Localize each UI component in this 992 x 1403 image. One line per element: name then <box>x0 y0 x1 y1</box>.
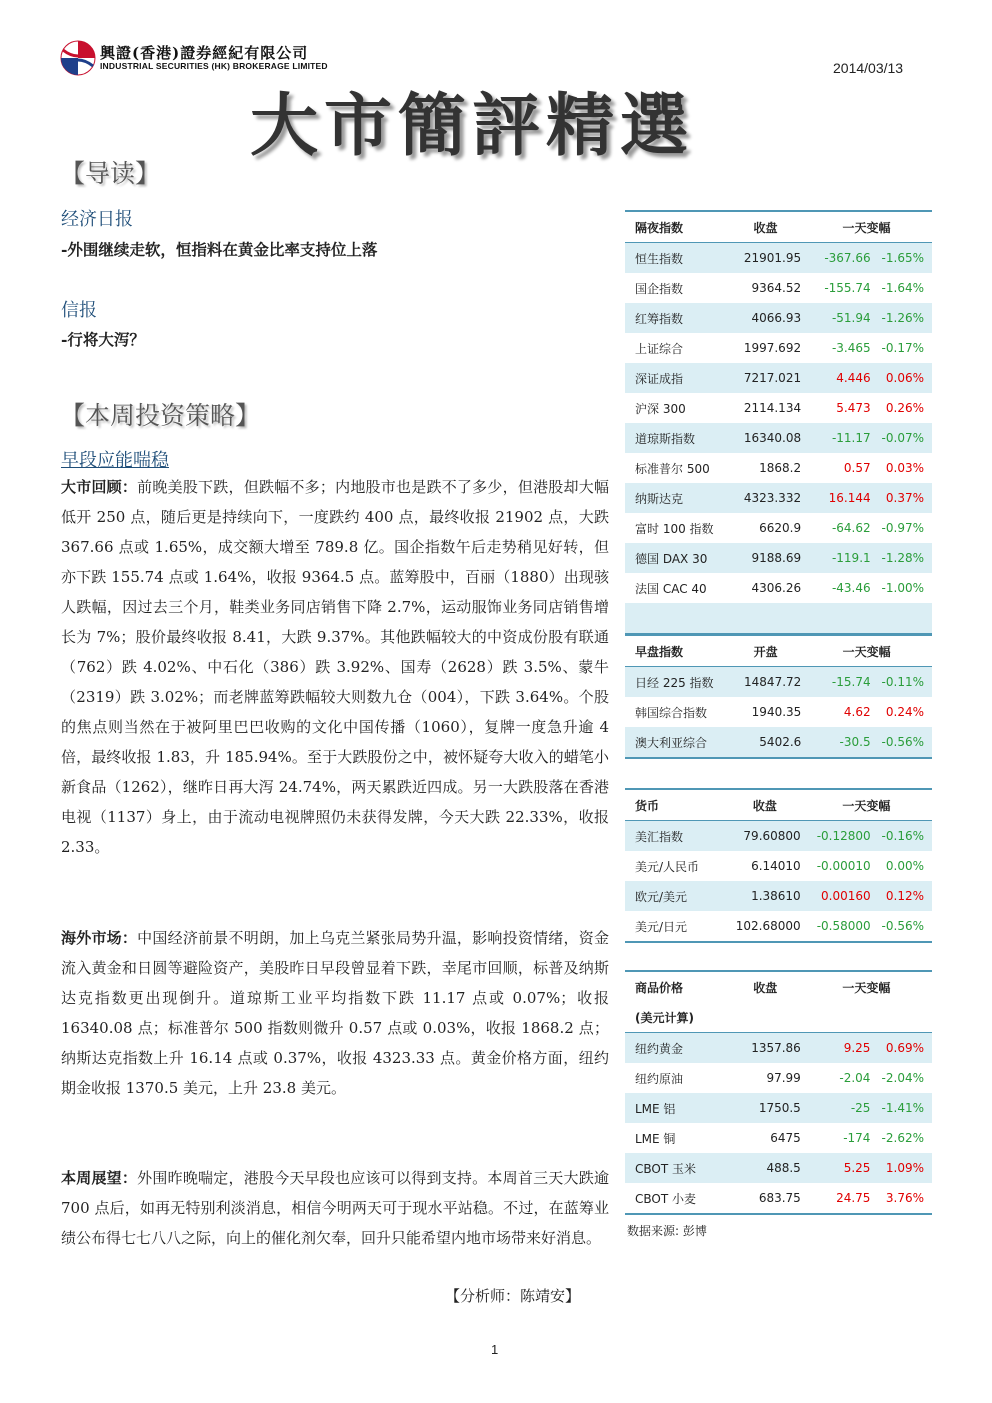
row-label: 富时 100 指数 <box>635 521 714 536</box>
table-row <box>625 881 932 911</box>
change-value: 16.144 <box>801 483 871 513</box>
row-label: 深证成指 <box>625 363 730 393</box>
close-value: 21901.95 <box>730 243 801 274</box>
overseas-market-paragraph <box>61 923 609 1103</box>
table-header-row <box>625 635 932 667</box>
column-header: 一天变幅 <box>801 635 932 667</box>
row-label: LME 铝 <box>625 1093 730 1123</box>
weekly-outlook-paragraph <box>61 1163 609 1253</box>
table-row <box>625 243 932 274</box>
page-number: 1 <box>491 1342 499 1357</box>
paragraph-text: 外围昨晚喘定，港股今天早段也应该可以得到支持。本周首三天大跌逾 700 点后，如再无特别利淡消息，相信今明两天可于现水平站稳。不过，在蓝筹业绩公布得七七八八之际，向上的催化剂欠奉，回升只能希望内地市场带来好消息。 <box>61 1169 609 1247</box>
close-value: 1997.692 <box>743 341 802 355</box>
change-percent: -0.17% <box>881 341 924 355</box>
change-percent: 3.76% <box>870 1183 932 1214</box>
table-row <box>625 851 932 881</box>
table-row <box>625 543 932 573</box>
close-value: 683.75 <box>730 1183 801 1214</box>
change-percent: 0.37% <box>871 483 932 513</box>
table-row <box>625 1153 932 1183</box>
change-percent: 0.69% <box>870 1033 932 1064</box>
table-row <box>625 727 932 758</box>
analyst-name: 【分析师：陈靖安】 <box>445 1287 581 1305</box>
change-value: -51.94 <box>801 303 871 333</box>
commodity-table <box>625 970 932 1215</box>
change-percent: -1.28% <box>871 543 932 573</box>
table-row <box>625 1123 932 1153</box>
table-row <box>625 1093 932 1123</box>
table-row <box>625 1183 932 1214</box>
change-value: -367.66 <box>801 243 871 274</box>
close-value: 9188.69 <box>730 543 801 573</box>
close-value: 4066.93 <box>730 303 801 333</box>
column-header: 收盘 <box>730 971 801 1002</box>
row-label: 纽约原油 <box>635 1071 684 1086</box>
change-percent: -2.04% <box>881 1071 924 1085</box>
table-row <box>625 667 932 698</box>
close-value: 5402.6 <box>730 727 801 758</box>
change-value: -119.1 <box>801 543 871 573</box>
row-label: 美元/人民币 <box>635 859 700 874</box>
change-percent: -0.97% <box>881 521 924 535</box>
change-value: 0.57 <box>843 461 871 475</box>
change-percent: -1.65% <box>871 243 932 274</box>
row-label: 国企指数 <box>635 281 684 296</box>
blank-cell <box>730 1002 932 1033</box>
change-value: 4.446 <box>801 363 871 393</box>
table-row <box>625 697 932 727</box>
row-label: 法国 CAC 40 <box>635 581 707 596</box>
row-label: 美元/日元 <box>625 911 729 942</box>
column-header: 一天变幅 <box>801 971 932 1002</box>
change-value: -0.12800 <box>801 821 871 852</box>
change-percent: 0.24% <box>885 705 924 719</box>
column-header: 收盘 <box>729 789 801 821</box>
close-value: 9364.52 <box>751 281 802 295</box>
change-value: -15.74 <box>801 667 870 698</box>
row-label: CBOT 小麦 <box>625 1183 730 1214</box>
change-percent: -1.00% <box>881 581 924 595</box>
guide-source-1: 经济日报 <box>61 209 133 230</box>
currency-table <box>625 788 932 943</box>
table-row <box>625 393 932 423</box>
table-row <box>625 1063 932 1093</box>
table-row <box>625 821 932 852</box>
change-percent: -0.11% <box>871 667 932 698</box>
company-name-en: INDUSTRIAL SECURITIES (HK) BROKERAGE LIMITED <box>100 61 328 71</box>
close-value: 6475 <box>770 1131 801 1145</box>
close-value: 1868.2 <box>759 461 802 475</box>
column-header: 货币 <box>625 789 729 821</box>
row-label: CBOT 玉米 <box>625 1153 730 1183</box>
change-value: -0.58000 <box>801 911 871 942</box>
change-value: -43.46 <box>831 581 871 595</box>
row-label: 道琼斯指数 <box>625 423 730 453</box>
row-label: 纽约黄金 <box>625 1033 730 1064</box>
guide-heading: 【导读】 <box>60 159 161 188</box>
paragraph-text: 中国经济前景不明朗，加上乌克兰紧张局势升温，影响投资情绪，资金流入黄金和日圆等避险资产，美股昨日早段曾显着下跌，幸尾市回顺，标普及纳斯达克指数更出现倒升。道琼斯工业平均指数下跌 11.17 点或 0.07%；收报 16340.08 点；标准普尔 500 指数则微升 0.57 点或 0.03%，收报 1868.2 点；纳斯达克指数上升 16.14 点或 0.37%，收报 4323.33 点。黄金价格方面，纽约期金收报 1370.5 美元，上升 23.8 美元。 <box>61 929 609 1097</box>
row-label: LME 铜 <box>635 1131 676 1146</box>
table-row <box>625 333 932 363</box>
close-value: 16340.08 <box>730 423 801 453</box>
change-value: -3.465 <box>831 341 871 355</box>
close-value: 1.38610 <box>729 881 801 911</box>
row-label: 标准普尔 500 <box>635 461 710 476</box>
paragraph-label: 海外市场： <box>61 929 138 947</box>
close-value: 1940.35 <box>751 705 802 719</box>
change-percent: -1.26% <box>871 303 932 333</box>
change-value: -25 <box>801 1093 871 1123</box>
table-subheader-row <box>625 1002 932 1033</box>
row-label: 美汇指数 <box>625 821 729 852</box>
change-value: 0.00160 <box>801 881 871 911</box>
strategy-subtitle: 早段应能喘稳 <box>61 450 169 471</box>
table-row <box>625 303 932 333</box>
change-percent: -0.56% <box>871 911 932 942</box>
row-label: 上证综合 <box>635 341 684 356</box>
company-name-cn: 興證(香港)證券經紀有限公司 <box>100 44 309 62</box>
change-value: -30.5 <box>801 727 870 758</box>
change-percent: 0.26% <box>885 401 924 415</box>
column-header: 商品价格 <box>625 971 730 1002</box>
row-label: 红筹指数 <box>625 303 730 333</box>
close-value: 79.60800 <box>729 821 801 852</box>
change-percent: -1.41% <box>870 1093 932 1123</box>
close-value: 102.68000 <box>729 911 801 942</box>
table-row <box>625 911 932 942</box>
row-label: 欧元/美元 <box>625 881 729 911</box>
table-row <box>625 573 932 603</box>
change-value: 9.25 <box>801 1033 871 1064</box>
paragraph-label: 本周展望： <box>61 1169 138 1187</box>
close-value: 4306.26 <box>751 581 802 595</box>
change-percent: -0.56% <box>871 727 932 758</box>
close-value: 14847.72 <box>730 667 801 698</box>
close-value: 1750.5 <box>730 1093 801 1123</box>
column-header: 一天变幅 <box>801 789 932 821</box>
change-percent: -0.07% <box>871 423 932 453</box>
change-percent: 0.12% <box>871 881 932 911</box>
column-header: 隔夜指数 <box>625 211 730 243</box>
change-value: 24.75 <box>801 1183 871 1214</box>
column-subheader: (美元计算) <box>625 1002 730 1033</box>
table-spacer-row <box>625 603 932 634</box>
table-row <box>625 483 932 513</box>
table-row <box>625 453 932 483</box>
table-row <box>625 363 932 393</box>
row-label: 韩国综合指数 <box>635 705 708 720</box>
close-value: 7217.021 <box>730 363 801 393</box>
close-value: 2114.134 <box>743 401 802 415</box>
row-label: 德国 DAX 30 <box>625 543 730 573</box>
column-header: 开盘 <box>730 635 801 667</box>
change-percent: 0.03% <box>885 461 924 475</box>
change-percent: -2.62% <box>881 1131 924 1145</box>
change-value: 5.473 <box>836 401 871 415</box>
column-header: 收盘 <box>730 211 801 243</box>
row-label: 恒生指数 <box>625 243 730 274</box>
change-value: -2.04 <box>839 1071 871 1085</box>
market-review-paragraph <box>61 472 609 862</box>
change-value: -155.74 <box>824 281 871 295</box>
column-header: 一天变幅 <box>801 211 932 243</box>
table-row <box>625 273 932 303</box>
overnight-index-table <box>625 210 932 635</box>
change-value: 5.25 <box>801 1153 871 1183</box>
page-title: 大市簡評精選 <box>250 87 695 166</box>
company-logo <box>60 40 96 76</box>
column-header: 早盘指数 <box>625 635 730 667</box>
guide-source-2: 信报 <box>61 300 97 321</box>
data-source: 数据来源: 彭博 <box>627 1224 707 1238</box>
table-header-row <box>625 789 932 821</box>
change-value: -174 <box>843 1131 871 1145</box>
change-value: 4.62 <box>843 705 871 719</box>
table-row <box>625 1033 932 1064</box>
paragraph-label: 大市回顾： <box>61 478 138 496</box>
row-label: 沪深 300 <box>635 401 686 416</box>
morning-index-table <box>625 634 932 759</box>
table-header-row <box>625 971 932 1002</box>
change-percent: -0.16% <box>871 821 932 852</box>
close-value: 97.99 <box>766 1071 801 1085</box>
row-label: 日经 225 指数 <box>625 667 730 698</box>
change-percent: 0.06% <box>871 363 932 393</box>
change-value: -11.17 <box>801 423 871 453</box>
close-value: 4323.332 <box>730 483 801 513</box>
table-header-row <box>625 211 932 243</box>
change-value: -64.62 <box>831 521 871 535</box>
change-percent: 1.09% <box>870 1153 932 1183</box>
close-value: 1357.86 <box>730 1033 801 1064</box>
table-row <box>625 513 932 543</box>
row-label: 纳斯达克 <box>625 483 730 513</box>
report-date: 2014/03/13 <box>833 60 904 76</box>
guide-headline-2[interactable]: -行将大泻？ <box>61 330 145 349</box>
strategy-heading: 【本周投资策略】 <box>60 401 261 430</box>
close-value: 6620.9 <box>759 521 802 535</box>
change-percent: 0.00% <box>885 859 924 873</box>
blank-cell <box>625 603 932 634</box>
close-value: 488.5 <box>730 1153 801 1183</box>
guide-headline-1[interactable]: -外围继续走软，恒指料在黄金比率支持位上落 <box>61 240 378 259</box>
change-value: -0.00010 <box>816 859 871 873</box>
change-percent: -1.64% <box>881 281 924 295</box>
paragraph-text: 前晚美股下跌，但跌幅不多；内地股市也是跌不了多少，但港股却大幅低开 250 点，随后更是持续向下，一度跌约 400 点，最终收报 21902 点，大跌 367.66 点或 1.65%，成交额大增至 789.8 亿。国企指数午后走势稍见好转，但亦下跌 155.74 点或 1.64%，收报 9364.5 点。蓝筹股中，百丽（1880）出现骇人跌幅，因过去三个月，鞋类业务同店销售下降 2.7%，运动服饰业务同店销售增长为 7%；股价最终收报 8.41，大跌 9.37%。其他跌幅较大的中资成份股有联通（762）跌 4.02%、中石化（386）跌 3.92%、国寿（2628）跌 3.5%、蒙牛（2319）跌 3.02%；而老牌蓝筹跌幅较大则数九仓（004），下跌 3.64%。个股的焦点则当然在于被阿里巴巴收购的文化中国传播（1060），复牌一度急升逾 4 倍，最终收报 1.83，升 185.94%。至于大跌股份之中，被怀疑夸大收入的蜡笔小新食品（1262），继昨日再大泻 24.74%，两天累跌近四成。另一大跌股落在香港电视（1137）身上，由于流动电视牌照仍未获得发牌，今天大跌 22.33%，收报 2.33。 <box>61 478 609 856</box>
close-value: 6.14010 <box>751 859 801 873</box>
row-label: 澳大利亚综合 <box>625 727 730 758</box>
table-row <box>625 423 932 453</box>
